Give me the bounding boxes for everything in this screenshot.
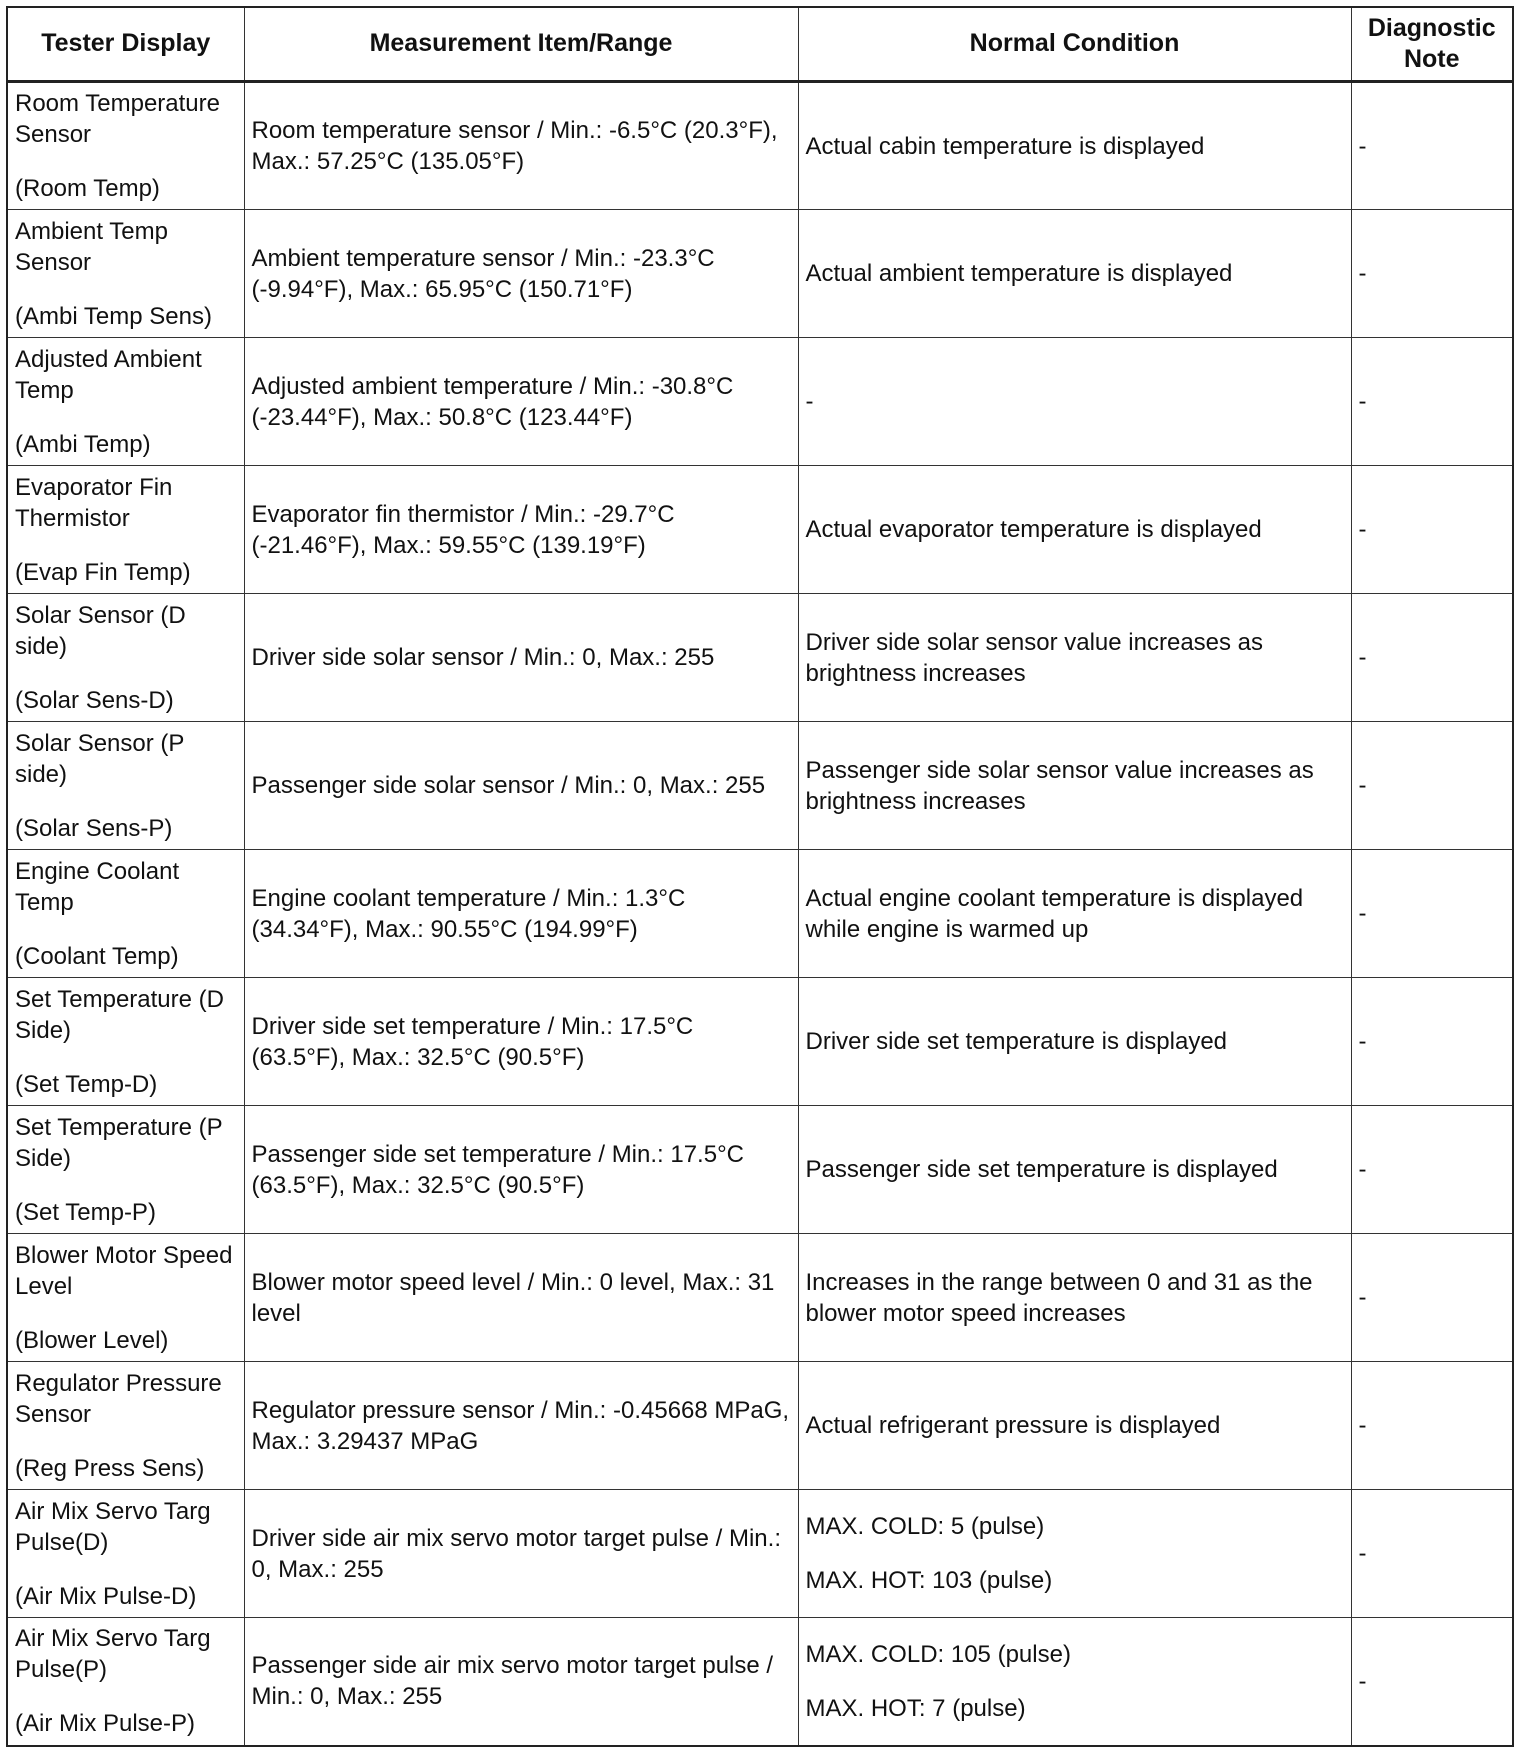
tester-item-name: Air Mix Servo Targ Pulse(P) bbox=[15, 1625, 211, 1684]
normal-condition-cell bbox=[798, 978, 1351, 1106]
table-row bbox=[7, 1234, 1513, 1362]
tester-item-abbreviation: (Ambi Temp) bbox=[15, 430, 151, 458]
normal-condition-cell bbox=[798, 82, 1351, 210]
tester-display-cell bbox=[7, 1234, 244, 1362]
tester-item-name: Blower Motor Speed Level bbox=[15, 1241, 233, 1300]
tester-item-abbreviation: (Room Temp) bbox=[15, 175, 160, 202]
table-row bbox=[7, 466, 1513, 594]
normal-condition-line: MAX. HOT: 7 (pulse) bbox=[805, 1694, 1026, 1722]
measurement-range-cell: Blower motor speed level / Min.: 0 level, Max.: 31 level bbox=[244, 1234, 798, 1362]
table-row bbox=[7, 1362, 1513, 1490]
table-row bbox=[7, 1106, 1513, 1234]
tester-item-abbreviation: (Solar Sens-P) bbox=[15, 814, 173, 842]
normal-condition-line: Driver side set temperature is displayed bbox=[805, 1028, 1228, 1055]
normal-condition-line: Actual engine coolant temperature is displayed while engine is warmed up bbox=[805, 884, 1304, 943]
table-row bbox=[7, 594, 1513, 722]
header-diagnostic-note: Diagnostic Note bbox=[1351, 7, 1513, 82]
normal-condition-line: - bbox=[805, 388, 814, 415]
diagnostic-note-cell: - bbox=[1351, 722, 1513, 850]
header-tester-display: Tester Display bbox=[7, 7, 244, 82]
data-list-table bbox=[6, 6, 1514, 1747]
table-row bbox=[7, 82, 1513, 210]
normal-condition-cell bbox=[798, 1618, 1351, 1746]
normal-condition-cell bbox=[798, 722, 1351, 850]
measurement-range-cell: Room temperature sensor / Min.: -6.5°C (20.3°F), Max.: 57.25°C (135.05°F) bbox=[244, 82, 798, 210]
measurement-range-cell: Regulator pressure sensor / Min.: -0.45668 MPaG, Max.: 3.29437 MPaG bbox=[244, 1362, 798, 1490]
normal-condition-cell bbox=[798, 1234, 1351, 1362]
tester-item-abbreviation: (Coolant Temp) bbox=[15, 942, 179, 970]
tester-item-abbreviation: (Set Temp-P) bbox=[15, 1198, 156, 1226]
tester-display-cell bbox=[7, 722, 244, 850]
header-measurement: Measurement Item/Range bbox=[244, 7, 798, 82]
table-row bbox=[7, 722, 1513, 850]
header-normal-condition: Normal Condition bbox=[798, 7, 1351, 82]
tester-item-abbreviation: (Evap Fin Temp) bbox=[15, 558, 191, 586]
normal-condition-cell bbox=[798, 466, 1351, 594]
tester-display-cell bbox=[7, 594, 244, 722]
measurement-range-cell: Passenger side set temperature / Min.: 17.5°C (63.5°F), Max.: 32.5°C (90.5°F) bbox=[244, 1106, 798, 1234]
measurement-range-cell: Driver side solar sensor / Min.: 0, Max.: 255 bbox=[244, 594, 798, 722]
normal-condition-line: Passenger side solar sensor value increases as brightness increases bbox=[805, 756, 1314, 815]
tester-item-abbreviation: (Air Mix Pulse-P) bbox=[15, 1710, 196, 1738]
normal-condition-line: Actual ambient temperature is displayed bbox=[805, 260, 1233, 287]
tester-display-cell bbox=[7, 338, 244, 466]
table-row bbox=[7, 978, 1513, 1106]
tester-item-name: Adjusted Ambient Temp bbox=[15, 345, 202, 404]
normal-condition-cell bbox=[798, 1106, 1351, 1234]
table-row bbox=[7, 1490, 1513, 1618]
measurement-range-cell: Evaporator fin thermistor / Min.: -29.7°C (-21.46°F), Max.: 59.55°C (139.19°F) bbox=[244, 466, 798, 594]
normal-condition-cell bbox=[798, 338, 1351, 466]
tester-item-name: Air Mix Servo Targ Pulse(D) bbox=[15, 1497, 211, 1556]
normal-condition-line: MAX. COLD: 5 (pulse) bbox=[805, 1513, 1045, 1540]
tester-display-cell bbox=[7, 978, 244, 1106]
diagnostic-note-cell: - bbox=[1351, 466, 1513, 594]
tester-display-cell bbox=[7, 1362, 244, 1490]
measurement-range-cell: Adjusted ambient temperature / Min.: -30.8°C (-23.44°F), Max.: 50.8°C (123.44°F) bbox=[244, 338, 798, 466]
diagnostic-note-cell: - bbox=[1351, 1362, 1513, 1490]
tester-item-abbreviation: (Blower Level) bbox=[15, 1326, 169, 1354]
diagnostic-note-cell: - bbox=[1351, 1618, 1513, 1746]
tester-item-name: Set Temperature (P Side) bbox=[15, 1113, 223, 1172]
diagnostic-note-cell: - bbox=[1351, 978, 1513, 1106]
table-body bbox=[7, 82, 1513, 1746]
diagnostic-note-cell: - bbox=[1351, 82, 1513, 210]
tester-item-name: Room Temperature Sensor bbox=[15, 90, 220, 148]
measurement-range-cell: Driver side air mix servo motor target pulse / Min.: 0, Max.: 255 bbox=[244, 1490, 798, 1618]
tester-item-abbreviation: (Reg Press Sens) bbox=[15, 1454, 205, 1482]
diagnostic-note-cell: - bbox=[1351, 1106, 1513, 1234]
measurement-range-cell: Engine coolant temperature / Min.: 1.3°C (34.34°F), Max.: 90.55°C (194.99°F) bbox=[244, 850, 798, 978]
diagnostic-note-cell: - bbox=[1351, 594, 1513, 722]
tester-item-abbreviation: (Air Mix Pulse-D) bbox=[15, 1582, 197, 1610]
diagnostic-note-cell: - bbox=[1351, 1490, 1513, 1618]
normal-condition-cell bbox=[798, 850, 1351, 978]
tester-display-cell bbox=[7, 82, 244, 210]
tester-item-name: Solar Sensor (P side) bbox=[15, 729, 184, 788]
table-header-row bbox=[7, 7, 1513, 82]
normal-condition-line: MAX. COLD: 105 (pulse) bbox=[805, 1640, 1071, 1668]
normal-condition-line: Driver side solar sensor value increases as brightness increases bbox=[805, 628, 1264, 687]
diagnostic-note-cell: - bbox=[1351, 210, 1513, 338]
tester-display-cell bbox=[7, 1490, 244, 1618]
table-row bbox=[7, 1618, 1513, 1746]
normal-condition-line: MAX. HOT: 103 (pulse) bbox=[805, 1567, 1053, 1594]
normal-condition-cell bbox=[798, 1490, 1351, 1618]
tester-item-name: Evaporator Fin Thermistor bbox=[15, 473, 173, 532]
tester-item-name: Ambient Temp Sensor bbox=[15, 217, 168, 276]
tester-item-abbreviation: (Solar Sens-D) bbox=[15, 686, 174, 714]
measurement-range-cell: Passenger side solar sensor / Min.: 0, Max.: 255 bbox=[244, 722, 798, 850]
diagnostic-note-cell: - bbox=[1351, 338, 1513, 466]
diagnostic-note-cell: - bbox=[1351, 1234, 1513, 1362]
tester-display-cell bbox=[7, 850, 244, 978]
normal-condition-line: Actual refrigerant pressure is displayed bbox=[805, 1412, 1221, 1439]
tester-item-name: Regulator Pressure Sensor bbox=[15, 1369, 222, 1428]
normal-condition-line: Passenger side set temperature is displayed bbox=[805, 1156, 1278, 1183]
measurement-range-cell: Ambient temperature sensor / Min.: -23.3°C (-9.94°F), Max.: 65.95°C (150.71°F) bbox=[244, 210, 798, 338]
normal-condition-cell bbox=[798, 594, 1351, 722]
table-row bbox=[7, 850, 1513, 978]
table-row bbox=[7, 338, 1513, 466]
measurement-range-cell: Driver side set temperature / Min.: 17.5°C (63.5°F), Max.: 32.5°C (90.5°F) bbox=[244, 978, 798, 1106]
measurement-range-cell: Passenger side air mix servo motor target pulse / Min.: 0, Max.: 255 bbox=[244, 1618, 798, 1746]
tester-item-abbreviation: (Set Temp-D) bbox=[15, 1070, 158, 1098]
normal-condition-cell bbox=[798, 210, 1351, 338]
diagnostic-note-cell: - bbox=[1351, 850, 1513, 978]
tester-display-cell bbox=[7, 210, 244, 338]
tester-item-abbreviation: (Ambi Temp Sens) bbox=[15, 302, 212, 330]
normal-condition-cell bbox=[798, 1362, 1351, 1490]
normal-condition-line: Actual cabin temperature is displayed bbox=[805, 132, 1205, 160]
table-row bbox=[7, 210, 1513, 338]
tester-item-name: Set Temperature (D Side) bbox=[15, 985, 224, 1044]
tester-item-name: Solar Sensor (D side) bbox=[15, 601, 186, 660]
tester-display-cell bbox=[7, 1618, 244, 1746]
tester-item-name: Engine Coolant Temp bbox=[15, 857, 180, 916]
tester-display-cell bbox=[7, 1106, 244, 1234]
normal-condition-line: Actual evaporator temperature is displayed bbox=[805, 516, 1262, 543]
normal-condition-line: Increases in the range between 0 and 31 as the blower motor speed increases bbox=[805, 1268, 1313, 1327]
tester-display-cell bbox=[7, 466, 244, 594]
